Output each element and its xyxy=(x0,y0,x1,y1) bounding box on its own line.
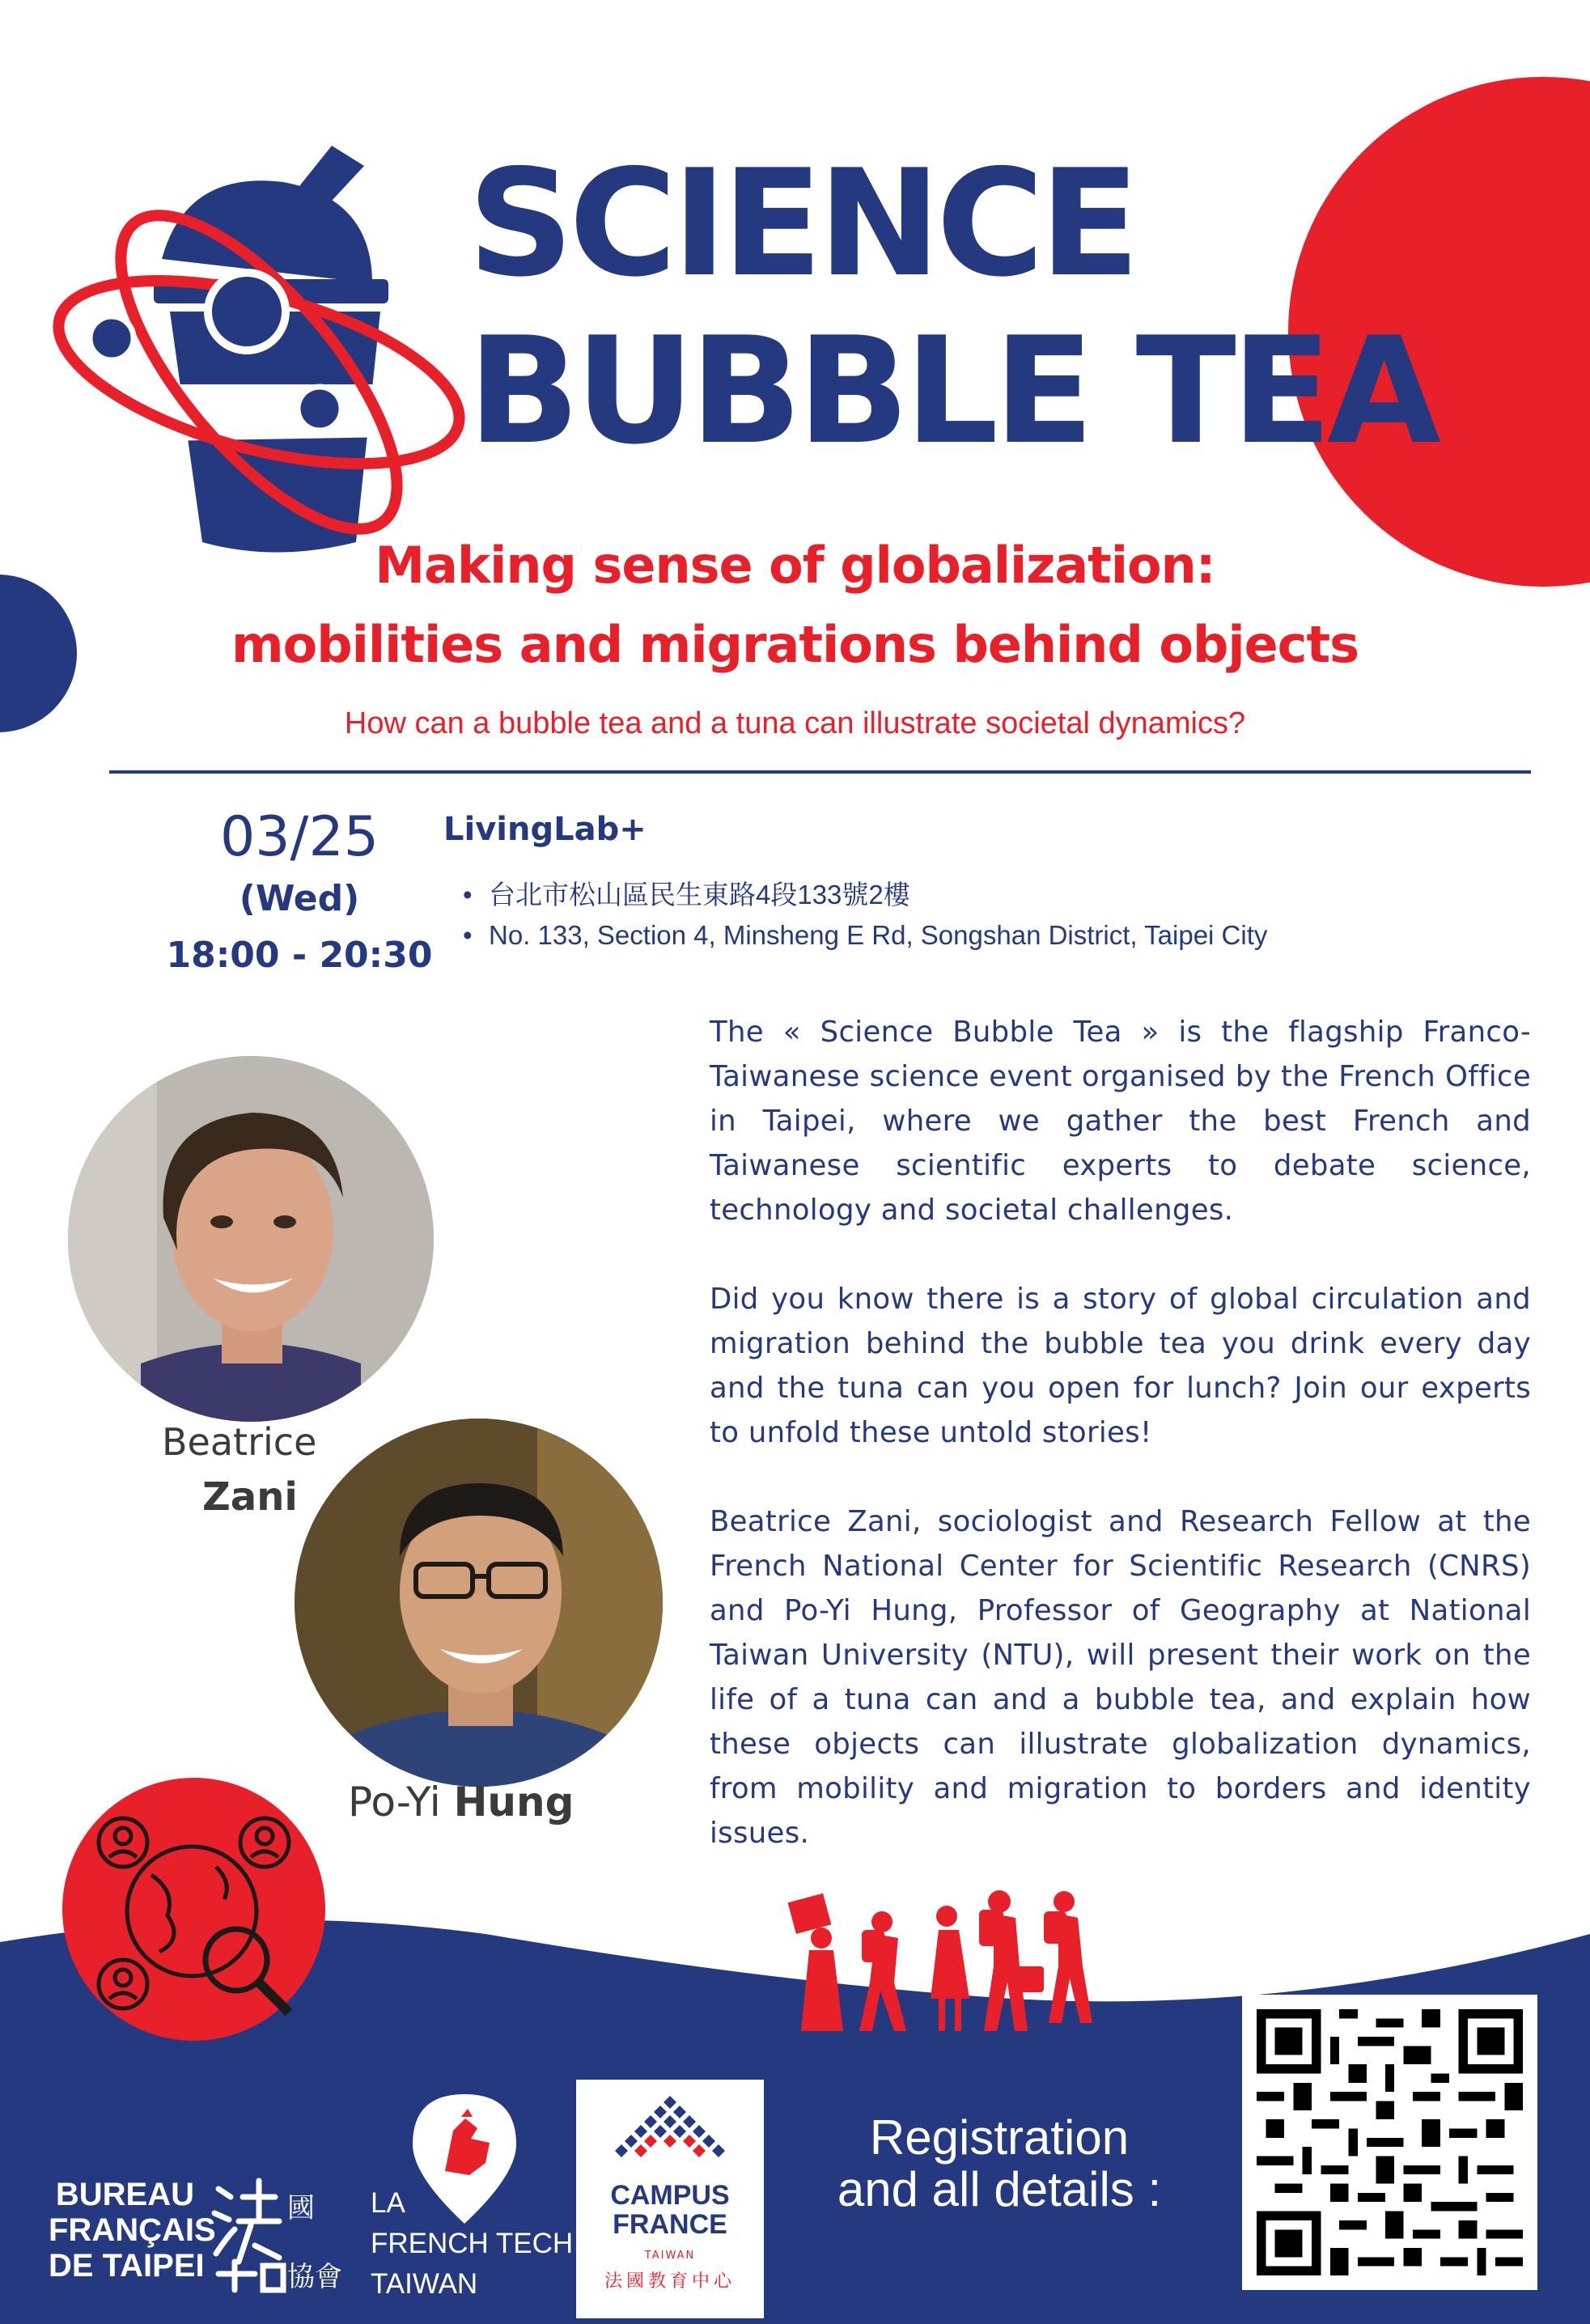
registration-line-2: and all details : xyxy=(837,2162,1162,2216)
title-line-2: BUBBLE TEA xyxy=(468,305,1436,477)
speaker-hung-first-name: Po-Yi xyxy=(348,1779,441,1826)
speaker-zani-first-name: Beatrice xyxy=(162,1420,317,1464)
bureau-line-1: BUREAU xyxy=(55,2177,194,2212)
frenchtech-line-2: FRENCH TECH xyxy=(371,2228,574,2259)
description-paragraph-3: Beatrice Zani, sociologist and Research Fellow at the French National Center for Scientific Research (CNRS) and Po-Yi Hung, Professor of Geography at National Taiwan University (NTU), will present their work on the life of a tuna can and a bubble tea, and explain how these objects can illustrate globalization dynamics, from mobility and migration to borders and identity issues. xyxy=(710,1505,1531,1850)
frenchtech-line-1: LA xyxy=(371,2187,405,2219)
tagline-question: How can a bubble tea and a tuna can illustrate societal dynamics? xyxy=(344,706,1246,740)
title-line-1: SCIENCE xyxy=(468,138,1135,309)
frenchtech-logo-text xyxy=(371,2183,573,2305)
campus-france-title xyxy=(576,2181,764,2239)
speaker-zani-last-name: Zani xyxy=(202,1474,298,1520)
bubble-tea-atom-icon xyxy=(32,121,485,575)
address-zh: • 台北市松山區民生東路4段133號2樓 xyxy=(463,880,910,910)
qr-code-icon xyxy=(1257,2009,1523,2275)
campus-line-2: FRANCE xyxy=(613,2209,727,2240)
description-paragraph-1: The « Science Bubble Tea » is the flagship Franco-Taiwanese science event organised by the French Office in Taipei, where we gather the best French and Taiwanese scientific experts to debate science, technology and societal challenges. xyxy=(710,1016,1531,1227)
speaker-photo-hung xyxy=(295,1419,663,1787)
bureau-line-3: DE TAIPEI xyxy=(49,2248,205,2284)
event-time: 18:00 - 20:30 xyxy=(166,935,433,976)
description-paragraph-2: Did you know there is a story of global circulation and migration behind the bubble tea you drink every day and the tuna can you open for lunch? Join our experts to unfold these untold stories! xyxy=(710,1283,1531,1449)
campus-france-diamond-icon xyxy=(605,2096,735,2173)
subtitle-line-2: mobilities and migrations behind objects xyxy=(231,615,1359,674)
address-en-text: No. 133, Section 4, Minsheng E Rd, Songshan District, Taipei City xyxy=(489,920,1268,950)
speaker-hung-last-name: Hung xyxy=(453,1779,575,1826)
migrants-walking-icon xyxy=(785,1877,1125,2039)
registration-callout xyxy=(809,2112,1189,2216)
campus-france-logo xyxy=(576,2080,764,2318)
svg-text:協會: 協會 xyxy=(287,2261,342,2293)
event-date: 03/25 xyxy=(220,805,379,869)
campus-france-subtitle: TAIWAN xyxy=(644,2250,696,2262)
address-zh-text: 台北市松山區民生東路4段133號2樓 xyxy=(489,880,910,910)
speaker-photo-zani xyxy=(68,1056,434,1422)
bureau-line-2: FRANÇAIS xyxy=(49,2212,216,2248)
speaker-hung-name xyxy=(348,1779,574,1826)
event-weekday: (Wed) xyxy=(239,878,360,919)
registration-line-1: Registration xyxy=(869,2110,1130,2165)
section-divider xyxy=(109,770,1531,774)
campus-france-chinese: 法國教育中心 xyxy=(604,2271,736,2292)
svg-text:國: 國 xyxy=(287,2192,315,2224)
bureau-francais-logo xyxy=(49,2177,216,2284)
globe-people-search-icon xyxy=(62,1778,325,2041)
registration-qr-code[interactable] xyxy=(1242,1995,1537,2290)
campus-line-1: CAMPUS xyxy=(610,2180,730,2211)
address-en: • No. 133, Section 4, Minsheng E Rd, Songshan District, Taipei City xyxy=(463,920,1268,950)
frenchtech-line-3: TAIWAN xyxy=(371,2268,478,2300)
bureau-chinese-logo-icon xyxy=(206,2173,352,2294)
venue-name: LivingLab+ xyxy=(443,811,647,848)
subtitle-line-1: Making sense of globalization: xyxy=(375,536,1215,595)
globe-decorative-circle xyxy=(62,1778,325,2041)
